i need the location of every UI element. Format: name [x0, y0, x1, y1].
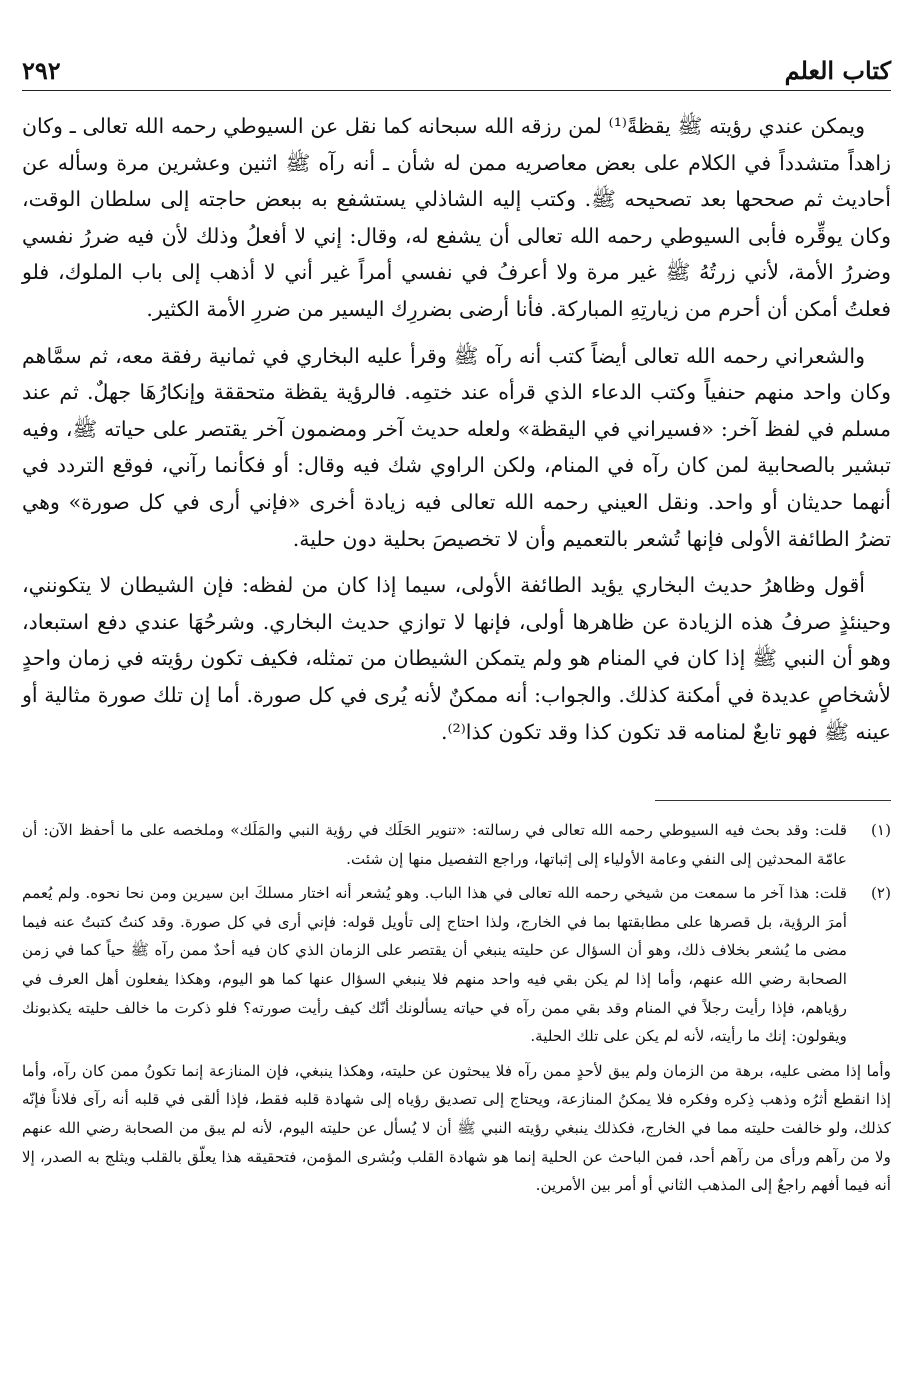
- main-text: [22, 108, 891, 760]
- footnote-text: قلت: هذا آخر ما سمعت من شيخي رحمه الله تعالى في هذا الباب. وهو يُشعر أنه اختار مسلكَ ابن سيرين ومن نحا نحوه. ولم يُعمم أمرَ الرؤية، بل قصرها على مطابقتها بما في الخارج، ولذا احتاج إلى تأويل قوله: فإني أرى في كل صورة. وقد كنتُ كتبتُ عنه فيما مضى ما يُشعر بخلاف ذلك، وهو أن السؤال عن حليته ينبغي أن يقتصر على الزمان الذي كان فيه أحدٌ ممن رآه ﷺ حياً كما في زمن الصحابة رضي الله عنهم، وأما إذا لم يكن بقي فيه واحد منهم فلا ينبغي السؤال عنها كما هو اليوم، وهكذا يفعلون أهل العرف في رؤياهم، فإذا رأيت رجلاً في المنام وقد بقي ممن رآه في حياته يسألونك أنّك كيف رأيت صورته؟ فلو ذكرت ما خالف حليته يكذبونك ويقولون: إنك ما رأيته، لأنه لم يكن على تلك الحلية.: [22, 884, 847, 1046]
- footnotes: [22, 816, 891, 1200]
- paragraph: أقول وظاهرُ حديث البخاري يؤيد الطائفة الأولى، سيما إذا كان من لفظه: فإن الشيطان لا يتكونني، وحينئذٍ صرفُ هذه الزيادة عن ظاهرها أولى، فإنها لا توازي حديث البخاري. وشرحُهَا عندي دفع استبعاد، وهو أن النبي ﷺ إذا كان في المنام هو ولم يتمكن الشيطان من تمثله، فكيف تكون رؤيته في زمان واحدٍ لأشخاصٍ عديدة في أمكنة كذلك. والجواب: أنه ممكنٌ لأنه يُرى في كل صورة. أما إن تلك صورة مثالية أو عينه ﷺ فهو تابعٌ لمنامه قد تكون كذا وقد تكون كذا⁽²⁾.: [22, 573, 891, 744]
- footnote-text: قلت: وقد بحث فيه السيوطي رحمه الله تعالى في رسالته: «تنوير الحَلَك في رؤية النبي والمَلَك» وملخصه على ما أحفظ الآن: أن عامّة المحدثين إلى النفي وعامة الأولياء إلى إثباتها، وراجع التفصيل منها إن شئت.: [22, 821, 847, 868]
- paragraph: ويمكن عندي رؤيته ﷺ يقظةً⁽¹⁾ لمن رزقه الله سبحانه كما نقل عن السيوطي رحمه الله تعالى ـ وكان زاهداً متشدداً في الكلام على بعض معاصريه ممن له شأن ـ أنه رآه ﷺ اثنين وعشرين مرة وسأله عن أحاديث ثم صححها بعد تصحيحه ﷺ. وكتب إليه الشاذلي يستشفع به ببعض حاجته إلى سلطان الوقت، وكان يوقِّره فأبى السيوطي رحمه الله تعالى أن يشفع له، وقال: إني لا أفعلُ وذلك لأن فيه ضررُ نفسي وضررُ الأمة، لأني زرتُهُ ﷺ غير مرة ولا أعرفُ في نفسي أمراً غير أني لا أذهب إلى باب الملوك، فلو فعلتُ أمكن أن أحرم من زيارتِهِ المباركة. فأنا أرضى بضررِك اليسير من ضررِ الأمة الكثير.: [22, 114, 891, 321]
- page-number: ٢٩٢: [22, 55, 61, 85]
- page-header: [22, 52, 891, 88]
- book-page: [22, 0, 891, 1376]
- footnote-number: (١): [870, 821, 891, 839]
- running-title: كتاب العلم: [784, 55, 891, 85]
- footnote-separator: [655, 800, 891, 801]
- paragraph: والشعراني رحمه الله تعالى أيضاً كتب أنه رآه ﷺ وقرأ عليه البخاري في ثمانية رفقة معه، ثم سمَّاهم وكان واحد منهم حنفياً وكتب الدعاء الذي قرأه عند ختمِه. فالرؤية يقظة متحققة وإنكارُهَا جهلٌ. ثم عند مسلم في لفظ آخر: «فسيراني في اليقظة» ولعله حديث آخر ومضمون آخر يقتصر على حياته ﷺ، وفيه تبشير بالصحابية لمن كان رآه في المنام، ولكن الراوي شك فيه وقال: أو فكأنما رآني، فوقع التردد في أنهما حديثان أو واحد. ونقل العيني رحمه الله تعالى فيه زيادة أخرى «فإني أرى في كل صورة» وهي تضرُ الطائفة الأولى فإنها تُشعر بالتعميم وأن لا تخصيصَ بحلية دون حلية.: [22, 343, 891, 551]
- footnote: [22, 879, 891, 1051]
- footnote-number: (٢): [870, 884, 891, 903]
- header-rule: [22, 90, 891, 91]
- footnote: [22, 816, 891, 873]
- footnote-continuation: وأما إذا مضى عليه، برهة من الزمان ولم يبق لأحدٍ ممن رآه فلا يبحثون عن حليته، وهكذا ينبغي، فإن المنازعة إنما تكونُ ممن كان رآه، وأما إذا انقطع أثرُه وذهب ذِكره وفكره فلا يمكنُ المنازعة، ويحتاج إلى تصديق رؤياه إلى شهادة قلبه فقط، فإذا ألقى في قلبه أنه رآى فلاناً فإنّه كذلك، ولو خالفت حليته مما في الخارج، فكذلك ينبغي رؤيته النبي ﷺ أن لا يُسأل عن حليته اليوم، لأنه لم يبق من الصحابة رضي الله عنهم ولا من رآهم ورأى من رآهم أحد، فمن الباحث عن الحلية إنما هو شهادة القلب وبُشرى المؤمن، فتحقيقه هذا يعلّق بالقلب ويثلج به الصدر، إلا أنه فيما أفهم راجعٌ إلى المذهب الثاني أو أمر بين الأمرين.: [22, 1061, 891, 1195]
